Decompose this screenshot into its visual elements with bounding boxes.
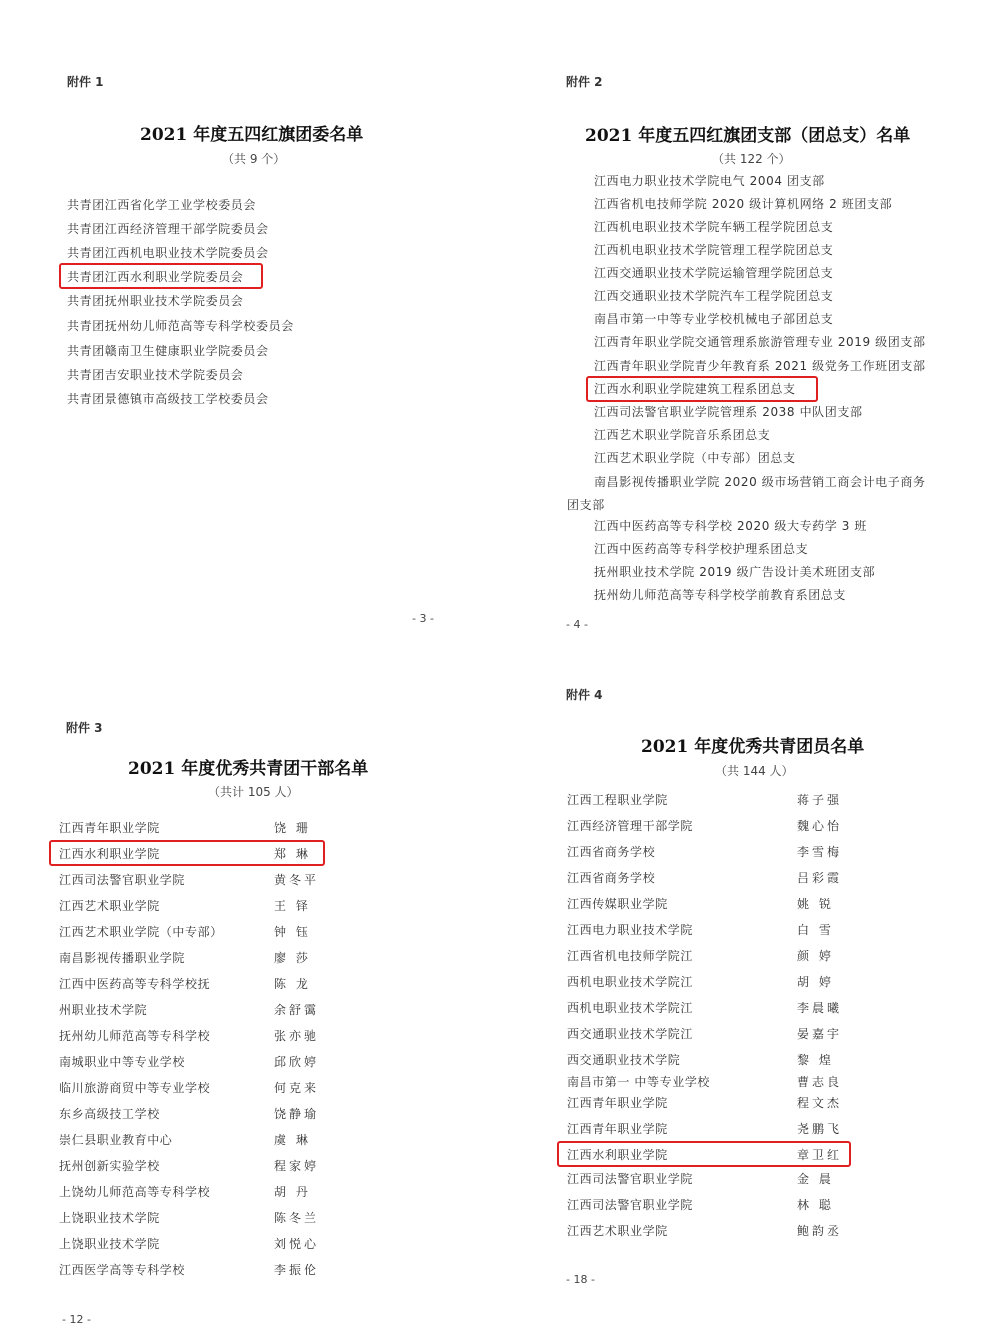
person-name: 陈冬兰 bbox=[274, 1211, 320, 1225]
document-page-1 bbox=[0, 0, 500, 660]
org-name: 江西传媒职业学院 bbox=[567, 897, 668, 911]
page-title: 2021 年度五四红旗团委名单 bbox=[140, 125, 364, 145]
person-name: 饶 珊 bbox=[274, 821, 311, 835]
list-item: 江西艺术职业学院（中专部）团总支 bbox=[594, 451, 796, 465]
page-title: 2021 年度五四红旗团支部（团总支）名单 bbox=[585, 126, 911, 146]
document-page-2 bbox=[500, 0, 1000, 660]
list-item: 江西省机电技师学院 2020 级计算机网络 2 班团支部 bbox=[594, 197, 893, 211]
list-item: 共青团景德镇市高级技工学校委员会 bbox=[67, 392, 269, 406]
person-name: 姚 锐 bbox=[797, 897, 834, 911]
org-name: 西交通职业技术学院江 bbox=[567, 1027, 694, 1041]
list-item: 江西交通职业技术学院汽车工程学院团总支 bbox=[594, 289, 834, 303]
person-name: 王 铎 bbox=[274, 899, 311, 913]
attachment-label: 附件 1 bbox=[67, 75, 104, 89]
person-name: 陈 龙 bbox=[274, 977, 311, 991]
person-name: 邱欣婷 bbox=[274, 1055, 320, 1069]
list-item: 江西艺术职业学院音乐系团总支 bbox=[594, 428, 771, 442]
highlight-box bbox=[59, 263, 263, 289]
person-name: 曹志良 bbox=[797, 1075, 843, 1089]
document-page-3 bbox=[0, 665, 500, 1331]
person-name: 李振伦 bbox=[274, 1263, 320, 1277]
person-name: 金 晨 bbox=[797, 1172, 834, 1186]
document-page-4 bbox=[500, 665, 1000, 1331]
org-name: 临川旅游商贸中等专业学校 bbox=[59, 1081, 211, 1095]
person-name: 胡 丹 bbox=[274, 1185, 311, 1199]
org-name: 崇仁县职业教育中心 bbox=[59, 1133, 173, 1147]
person-name: 黄冬平 bbox=[274, 873, 320, 887]
item-count: （共计 105 人） bbox=[208, 785, 299, 799]
list-item: 共青团抚州职业技术学院委员会 bbox=[67, 294, 244, 308]
org-name: 江西水利职业学院 bbox=[567, 1148, 668, 1162]
list-item-highlighted: 共青团江西水利职业学院委员会 bbox=[67, 270, 244, 284]
org-name: 江西省机电技师学院江 bbox=[567, 949, 694, 963]
person-name: 刘悦心 bbox=[274, 1237, 320, 1251]
org-name: 江西艺术职业学院 bbox=[59, 899, 160, 913]
person-name: 颜 婷 bbox=[797, 949, 834, 963]
org-name: 上饶职业技术学院 bbox=[59, 1237, 160, 1251]
highlight-box bbox=[586, 376, 818, 402]
person-name: 鲍韵丞 bbox=[797, 1224, 843, 1238]
list-item: 江西机电职业技术学院管理工程学院团总支 bbox=[594, 243, 834, 257]
person-name: 虞 琳 bbox=[274, 1133, 311, 1147]
page-title: 2021 年度优秀共青团员名单 bbox=[641, 737, 865, 757]
org-name: 西机电职业技术学院江 bbox=[567, 975, 694, 989]
person-name: 章卫红 bbox=[797, 1148, 843, 1162]
item-count: （共 144 人） bbox=[715, 764, 794, 778]
person-name: 李雪梅 bbox=[797, 845, 843, 859]
list-item-highlighted: 江西水利职业学院建筑工程系团总支 bbox=[594, 382, 796, 396]
attachment-label: 附件 4 bbox=[566, 688, 603, 702]
person-name: 吕彩霞 bbox=[797, 871, 843, 885]
person-name: 魏心怡 bbox=[797, 819, 843, 833]
org-name: 江西司法警官职业学院 bbox=[59, 873, 186, 887]
list-item: 江西电力职业技术学院电气 2004 团支部 bbox=[594, 174, 825, 188]
person-name: 林 聪 bbox=[797, 1198, 834, 1212]
org-name: 江西医学高等专科学校 bbox=[59, 1263, 186, 1277]
person-name: 余舒霭 bbox=[274, 1003, 320, 1017]
list-item: 江西司法警官职业学院管理系 2038 中队团支部 bbox=[594, 405, 863, 419]
page-title: 2021 年度优秀共青团干部名单 bbox=[128, 759, 369, 779]
list-item: 共青团吉安职业技术学院委员会 bbox=[67, 368, 244, 382]
org-name: 南昌影视传播职业学院 bbox=[59, 951, 186, 965]
item-count: （共 9 个） bbox=[222, 152, 286, 166]
org-name: 江西省商务学校 bbox=[567, 871, 656, 885]
org-name: 南昌市第一 中等专业学校 bbox=[567, 1075, 711, 1089]
org-name: 江西艺术职业学院（中专部） bbox=[59, 925, 223, 939]
attachment-label: 附件 2 bbox=[566, 75, 603, 89]
person-name: 胡 婷 bbox=[797, 975, 834, 989]
org-name: 江西青年职业学院 bbox=[59, 821, 160, 835]
page-number: - 18 - bbox=[566, 1273, 595, 1286]
list-item: 江西机电职业技术学院车辆工程学院团总支 bbox=[594, 220, 834, 234]
org-name: 江西电力职业技术学院 bbox=[567, 923, 694, 937]
org-name: 南城职业中等专业学校 bbox=[59, 1055, 186, 1069]
org-name: 江西青年职业学院 bbox=[567, 1096, 668, 1110]
person-name: 何克来 bbox=[274, 1081, 320, 1095]
list-item-continuation: 团支部 bbox=[567, 498, 605, 512]
org-name: 江西艺术职业学院 bbox=[567, 1224, 668, 1238]
list-item: 南昌影视传播职业学院 2020 级市场营销工商会计电子商务 bbox=[594, 475, 926, 489]
org-name: 抚州创新实验学校 bbox=[59, 1159, 160, 1173]
list-item: 共青团江西经济管理干部学院委员会 bbox=[67, 222, 269, 236]
org-name: 江西司法警官职业学院 bbox=[567, 1172, 694, 1186]
org-name: 抚州幼儿师范高等专科学校 bbox=[59, 1029, 211, 1043]
highlight-box bbox=[49, 840, 325, 866]
person-name: 钟 钰 bbox=[274, 925, 311, 939]
person-name: 程家婷 bbox=[274, 1159, 320, 1173]
person-name: 晏嘉宇 bbox=[797, 1027, 843, 1041]
org-name: 西交通职业技术学院 bbox=[567, 1053, 681, 1067]
org-name: 上饶幼儿师范高等专科学校 bbox=[59, 1185, 211, 1199]
list-item: 共青团江西省化学工业学校委员会 bbox=[67, 198, 257, 212]
list-item: 抚州幼儿师范高等专科学校学前教育系团总支 bbox=[594, 588, 847, 602]
item-count: （共 122 个） bbox=[712, 152, 791, 166]
org-name: 江西司法警官职业学院 bbox=[567, 1198, 694, 1212]
org-name: 江西青年职业学院 bbox=[567, 1122, 668, 1136]
page-number: - 12 - bbox=[62, 1313, 91, 1326]
org-name: 江西中医药高等专科学校抚 bbox=[59, 977, 211, 991]
page-number: - 3 - bbox=[412, 612, 434, 625]
list-item: 江西青年职业学院青少年教育系 2021 级党务工作班团支部 bbox=[594, 359, 926, 373]
org-name: 江西省商务学校 bbox=[567, 845, 656, 859]
list-item: 江西青年职业学院交通管理系旅游管理专业 2019 级团支部 bbox=[594, 335, 926, 349]
list-item: 江西交通职业技术学院运输管理学院团总支 bbox=[594, 266, 834, 280]
attachment-label: 附件 3 bbox=[66, 721, 103, 735]
person-name: 李晨曦 bbox=[797, 1001, 843, 1015]
person-name: 饶静瑜 bbox=[274, 1107, 320, 1121]
person-name: 张亦驰 bbox=[274, 1029, 320, 1043]
person-name: 郑 琳 bbox=[274, 847, 311, 861]
list-item: 江西中医药高等专科学校 2020 级大专药学 3 班 bbox=[594, 519, 868, 533]
org-name: 江西水利职业学院 bbox=[59, 847, 160, 861]
person-name: 白 雪 bbox=[797, 923, 834, 937]
org-name: 江西工程职业学院 bbox=[567, 793, 668, 807]
list-item: 抚州职业技术学院 2019 级广告设计美术班团支部 bbox=[594, 565, 876, 579]
highlight-box bbox=[557, 1141, 851, 1167]
list-item: 共青团赣南卫生健康职业学院委员会 bbox=[67, 344, 269, 358]
org-name: 江西经济管理干部学院 bbox=[567, 819, 694, 833]
person-name: 黎 煌 bbox=[797, 1053, 834, 1067]
org-name: 东乡高级技工学校 bbox=[59, 1107, 160, 1121]
list-item: 江西中医药高等专科学校护理系团总支 bbox=[594, 542, 809, 556]
person-name: 尧鹏飞 bbox=[797, 1122, 843, 1136]
person-name: 廖 莎 bbox=[274, 951, 311, 965]
list-item: 共青团江西机电职业技术学院委员会 bbox=[67, 246, 269, 260]
org-name: 州职业技术学院 bbox=[59, 1003, 148, 1017]
org-name: 上饶职业技术学院 bbox=[59, 1211, 160, 1225]
page-number: - 4 - bbox=[566, 618, 588, 631]
person-name: 程文杰 bbox=[797, 1096, 843, 1110]
list-item: 南昌市第一中等专业学校机械电子部团总支 bbox=[594, 312, 834, 326]
list-item: 共青团抚州幼儿师范高等专科学校委员会 bbox=[67, 319, 294, 333]
person-name: 蒋子强 bbox=[797, 793, 843, 807]
org-name: 西机电职业技术学院江 bbox=[567, 1001, 694, 1015]
